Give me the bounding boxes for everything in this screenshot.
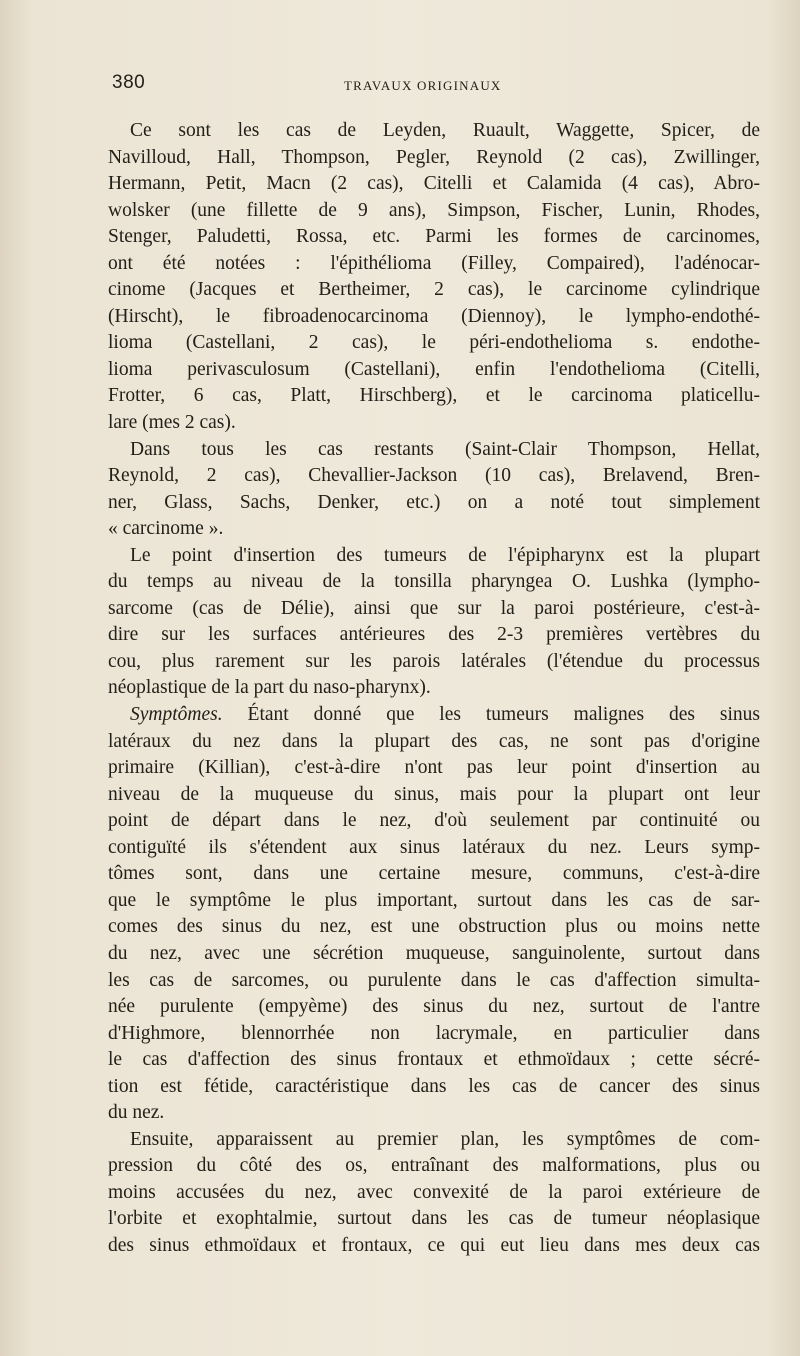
text-line: néoplastique de la part du naso-pharynx). [108,677,431,699]
text-line: dire sur les surfaces antérieures des 2-3 premières vertèbres du [108,624,760,646]
text-line: Le point d'insertion des tumeurs de l'épipharynx est la plupart [130,544,760,566]
text-line: (Hirscht), le fibroadenocarcinoma (Diennoy), le lympho-endothé- [108,305,760,327]
page-number: 380 [112,72,146,93]
text-line: « carcinome ». [108,518,224,540]
text-line-symptomes [108,702,760,729]
text-line: du nez, avec une sécrétion muqueuse, sanguinolente, surtout dans [108,942,760,964]
text-line: cinome (Jacques et Bertheimer, 2 cas), le carcinome cylindrique [108,279,760,301]
text-line: tion est fétide, caractéristique dans les cas de cancer des sinus [108,1075,760,1097]
text-line: Ensuite, apparaissent au premier plan, les symptômes de com- [130,1128,760,1150]
running-head: TRAVAUX ORIGINAUX [344,78,502,93]
text-line: le cas d'affection des sinus frontaux et ethmoïdaux ; cette sécré- [108,1049,760,1071]
text-line: pression du côté des os, entraînant des malformations, plus ou [108,1155,760,1177]
section-heading-symptomes: Symptômes. [130,704,223,726]
text-line-remainder: Étant donné que les tumeurs malignes des sinus [222,704,760,726]
text-line: Dans tous les cas restants (Saint-Clair Thompson, Hellat, [130,438,760,460]
text-line: primaire (Killian), c'est-à-dire n'ont pas leur point d'insertion au [108,757,760,779]
text-line: Reynold, 2 cas), Chevallier-Jackson (10 cas), Brelavend, Bren- [108,465,760,487]
text-line: comes des sinus du nez, est une obstruction plus ou moins nette [108,916,760,938]
text-line: tômes sont, dans une certaine mesure, communs, c'est-à-dire [108,863,760,885]
text-line: l'orbite et exophtalmie, surtout dans les cas de tumeur néoplasique [108,1208,760,1230]
text-line: point de départ dans le nez, d'où seulement par continuité ou [108,810,760,832]
text-line: ont été notées : l'épithélioma (Filley, Compaired), l'adénocar- [108,252,760,274]
text-line: lioma (Castellani, 2 cas), le péri-endothelioma s. endothe- [108,332,760,354]
text-line: latéraux du nez dans la plupart des cas, ne sont pas d'origine [108,730,760,752]
text-line: les cas de sarcomes, ou purulente dans le cas d'affection simulta- [108,969,760,991]
text-line: Navilloud, Hall, Thompson, Pegler, Reynold (2 cas), Zwillinger, [108,146,760,168]
text-line: niveau de la muqueuse du sinus, mais pour la plupart ont leur [108,783,760,805]
text-line: contiguïté ils s'étendent aux sinus latéraux du nez. Leurs symp- [108,836,760,858]
body-text [108,118,760,1260]
text-line: ner, Glass, Sachs, Denker, etc.) on a noté tout simplement [108,491,760,513]
text-line: Stenger, Paludetti, Rossa, etc. Parmi les formes de carcinomes, [108,226,760,248]
text-line: sarcome (cas de Délie), ainsi que sur la paroi postérieure, c'est-à- [108,597,760,619]
text-line: née purulente (empyème) des sinus du nez, surtout de l'antre [108,996,760,1018]
text-line: wolsker (une fillette de 9 ans), Simpson, Fischer, Lunin, Rhodes, [108,199,760,221]
text-line: cou, plus rarement sur les parois latérales (l'étendue du processus [108,650,760,672]
text-line: du nez. [108,1102,165,1124]
text-line: lioma perivasculosum (Castellani), enfin l'endothelioma (Citelli, [108,358,760,380]
text-line: d'Highmore, blennorrhée non lacrymale, en particulier dans [108,1022,760,1044]
text-line: des sinus ethmoïdaux et frontaux, ce qui eut lieu dans mes deux cas [108,1234,760,1256]
text-line: Frotter, 6 cas, Platt, Hirschberg), et le carcinoma platicellu- [108,385,760,407]
text-line: du temps au niveau de la tonsilla pharyngea O. Lushka (lympho- [108,571,760,593]
text-line: moins accusées du nez, avec convexité de la paroi extérieure de [108,1181,760,1203]
text-line: Hermann, Petit, Macn (2 cas), Citelli et Calamida (4 cas), Abro- [108,173,760,195]
text-line: que le symptôme le plus important, surtout dans les cas de sar- [108,889,760,911]
page-header [112,72,762,102]
text-line: Ce sont les cas de Leyden, Ruault, Waggette, Spicer, de [130,120,760,141]
text-line: lare (mes 2 cas). [108,412,236,434]
